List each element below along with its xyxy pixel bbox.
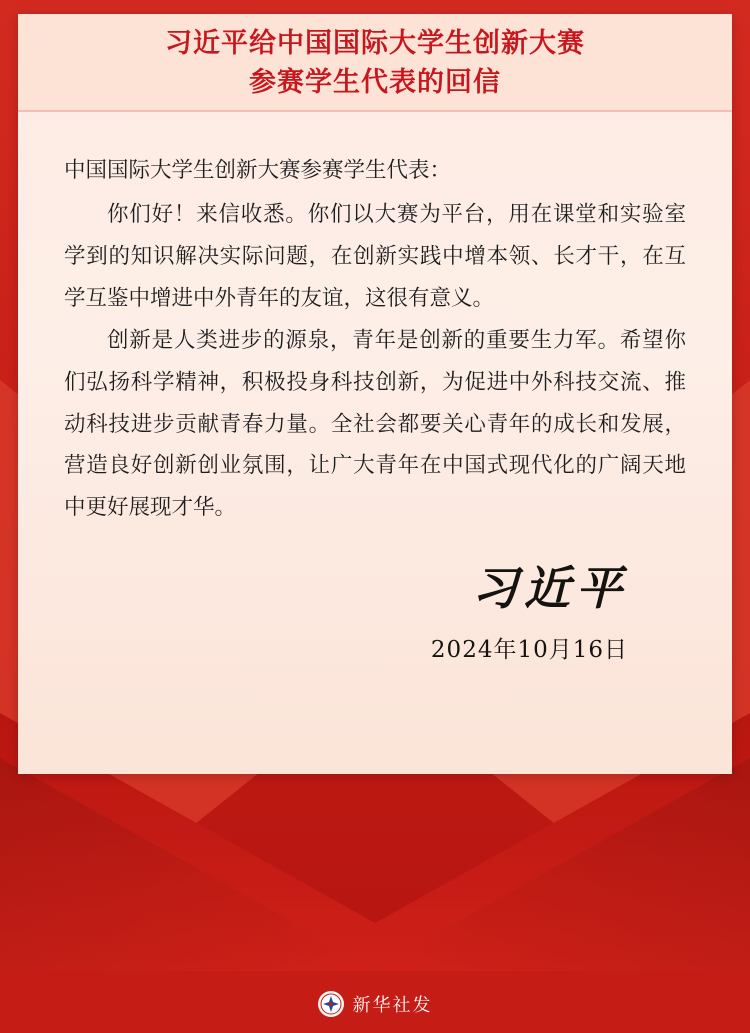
footer-credit <box>0 991 750 1017</box>
footer-credit-text: 新华社发 <box>352 995 433 1016</box>
header-divider <box>18 110 732 112</box>
letter-body <box>18 112 732 673</box>
letter-salutation: 中国国际大学生创新大赛参赛学生代表： <box>64 158 452 183</box>
page-title-line-2: 参赛学生代表的回信 <box>249 67 501 98</box>
signature: 习近平 <box>472 561 628 616</box>
letter-paragraph-2: 创新是人类进步的源泉，青年是创新的重要生力军。希望你们弘扬科学精神，积极投身科技创新，为促进中外科技交流、推动科技进步贡献青春力量。全社会都要关心青年的成长和发展，营造良好创新创业氛围，让广大青年在中国式现代化的广阔天地中更好展现才华。 <box>64 327 686 521</box>
xinhua-emblem-icon <box>318 991 344 1017</box>
page-title-line-1: 习近平给中国国际大学生创新大赛 <box>165 27 585 59</box>
letter-paragraph-1: 你们好！来信收悉。你们以大赛为平台，用在课堂和实验室学到的知识解决实际问题，在创新实践中增本领、长才干，在互学互鉴中增进中外青年的友谊，这很有意义。 <box>64 201 686 311</box>
letter-card <box>18 14 732 774</box>
signature-date: 2024年10月16日 <box>430 636 628 663</box>
signature-block <box>64 563 686 672</box>
letter-header <box>18 14 732 112</box>
